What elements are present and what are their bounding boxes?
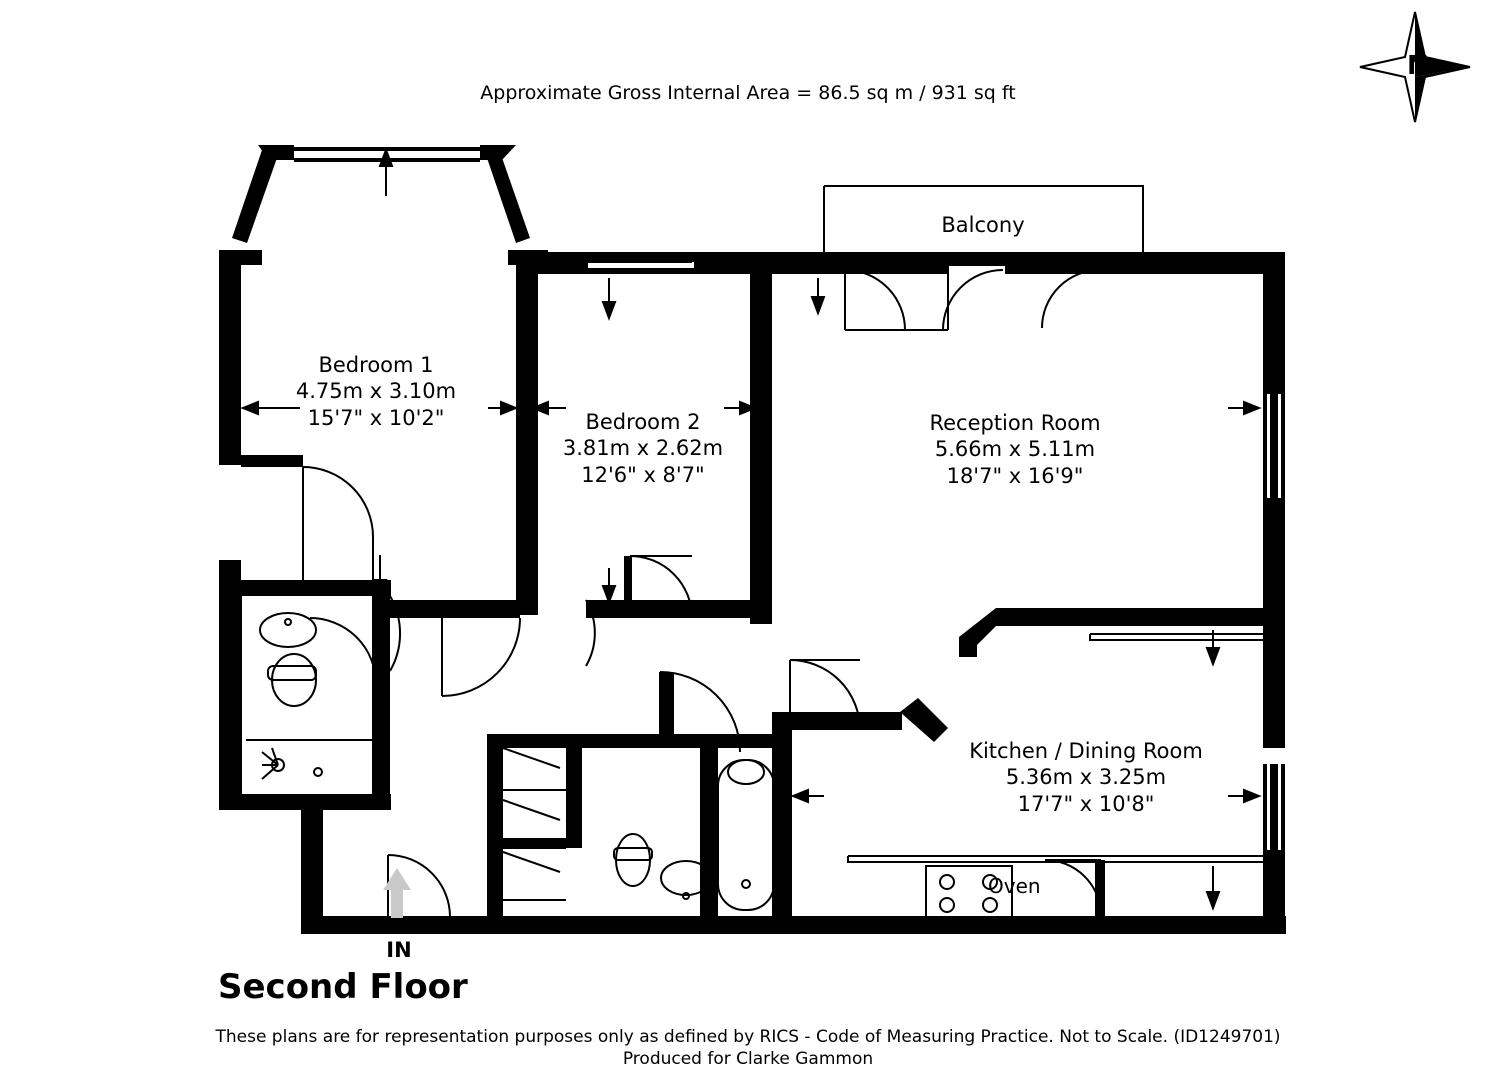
room-label-kitchen-dining-room	[969, 738, 1203, 817]
room-dim-metric-bedroom-2: 3.81m x 2.62m	[562, 436, 724, 461]
room-dim-imperial-reception-room: 18'7" x 16'9"	[946, 463, 1084, 488]
gross-internal-area-note: Approximate Gross Internal Area = 86.5 sq m / 931 sq ft	[480, 82, 1016, 104]
room-dim-metric-kitchen-dining-room: 5.36m x 3.25m	[1005, 765, 1167, 790]
room-label-bedroom-1	[296, 352, 456, 431]
footer-producer: Produced for Clarke Gammon	[622, 1049, 874, 1069]
room-dim-metric-bedroom-1: 4.75m x 3.10m	[295, 379, 457, 404]
room-name-bedroom-1: Bedroom 1	[318, 353, 434, 377]
entrance-label: IN	[386, 938, 412, 962]
room-dim-imperial-bedroom-1: 15'7" x 10'2"	[307, 405, 445, 430]
room-name-kitchen-dining-room: Kitchen / Dining Room	[969, 739, 1203, 763]
room-dim-metric-reception-room: 5.66m x 5.11m	[934, 437, 1096, 462]
room-name-reception-room: Reception Room	[929, 411, 1101, 435]
oven-label: Oven	[988, 874, 1041, 898]
room-name-bedroom-2: Bedroom 2	[585, 410, 701, 434]
room-dim-imperial-bedroom-2: 12'6" x 8'7"	[581, 462, 705, 487]
room-label-bedroom-2	[563, 409, 723, 488]
north-letter: N	[1407, 51, 1429, 81]
footer-disclaimer: These plans are for representation purposes only as defined by RICS - Code of Measuring Practice. Not to Scale. (ID1249701)	[215, 1027, 1281, 1047]
balcony-label: Balcony	[941, 213, 1025, 237]
room-dim-imperial-kitchen-dining-room: 17'7" x 10'8"	[1017, 791, 1155, 816]
floor-title: Second Floor	[218, 967, 468, 1007]
room-label-reception-room	[929, 410, 1100, 489]
